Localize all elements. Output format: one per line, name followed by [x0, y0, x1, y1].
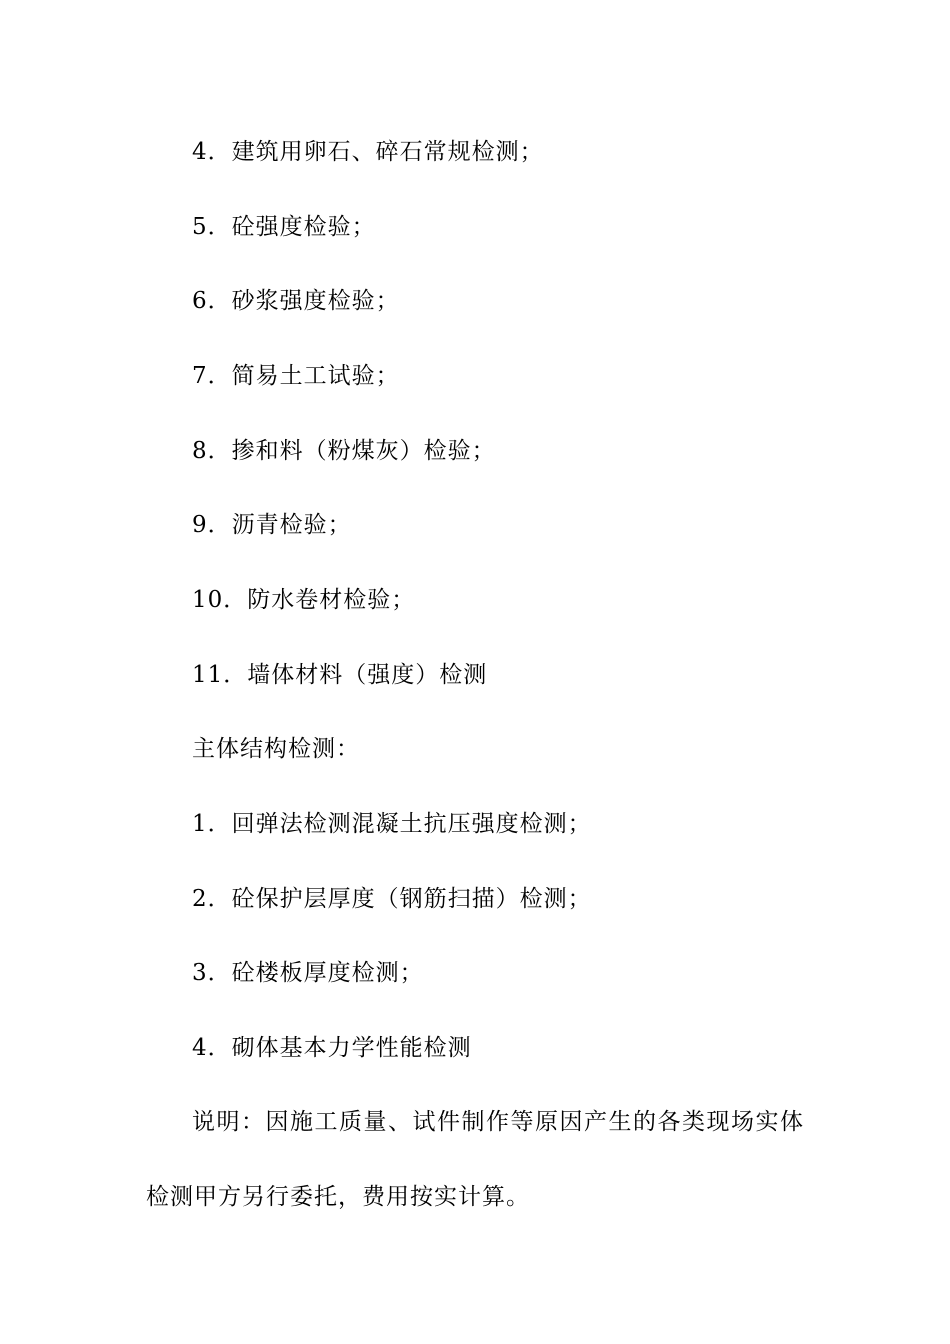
list-item: 11．墙体材料（强度）检测	[192, 662, 488, 688]
list-item: 1．回弹法检测混凝土抗压强度检测；	[192, 811, 592, 837]
list-item: 5．砼强度检验；	[192, 214, 376, 240]
section-heading: 主体结构检测：	[192, 736, 360, 762]
list-item: 2．砼保护层厚度（钢筋扫描）检测；	[192, 886, 592, 912]
list-item: 10．防水卷材检验；	[192, 587, 416, 613]
list-item: 4．砌体基本力学性能检测	[192, 1035, 472, 1061]
note-paragraph-line-2: 检测甲方另行委托，费用按实计算。	[146, 1184, 530, 1210]
list-item: 9．沥青检验；	[192, 512, 352, 538]
list-item: 6．砂浆强度检验；	[192, 288, 400, 314]
list-item: 7．简易土工试验；	[192, 363, 400, 389]
list-item: 8．掺和料（粉煤灰）检验；	[192, 438, 496, 464]
list-item: 4．建筑用卵石、碎石常规检测；	[192, 139, 544, 165]
note-paragraph-line-1: 说明：因施工质量、试件制作等原因产生的各类现场实体	[192, 1109, 805, 1135]
list-item: 3．砼楼板厚度检测；	[192, 960, 424, 986]
